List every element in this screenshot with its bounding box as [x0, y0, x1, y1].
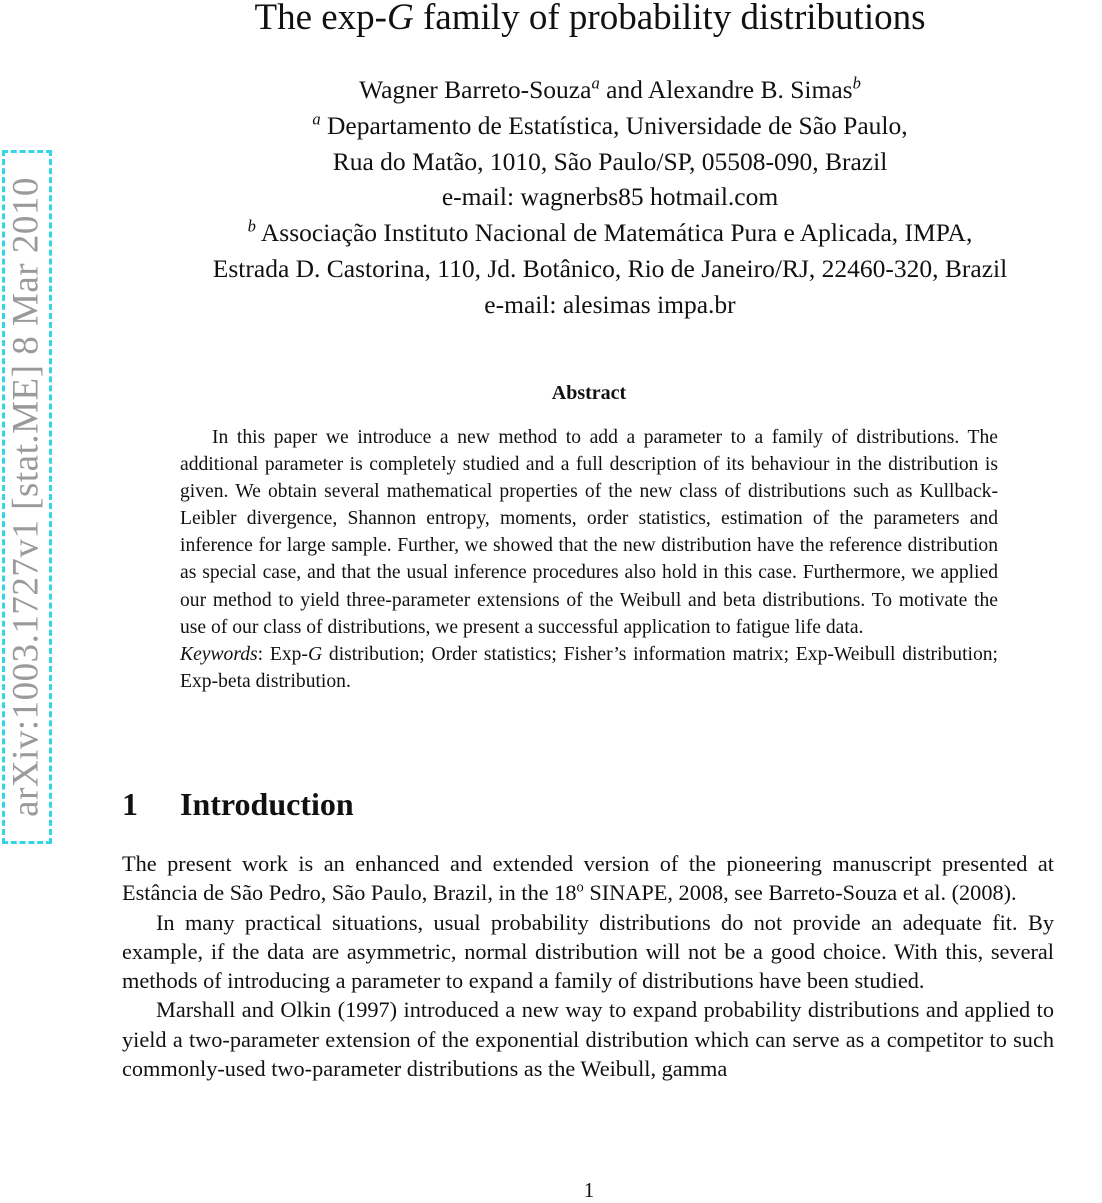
paragraph-2: In many practical situations, usual probability distributions do not provide an adequate fit. By example, if the data are asymmetric, normal distribution will not be a good choice. With this, several methods of introducing a parameter to expand a family of distributions have been studied. [122, 909, 1054, 994]
paper-title: The exp-G family of probability distributions [254, 0, 926, 38]
paragraph-3: Marshall and Olkin (1997) introduced a new way to expand probability distributions and applied to yield a two-parameter extension of the exponential distribution which can serve as a competitor to such commonly-used two-parameter distributions as the Weibull, gamma [122, 997, 1054, 1082]
section-heading-introduction: 1 Introduction [122, 786, 354, 822]
affiliation-b-line2: Estrada D. Castorina, 110, Jd. Botânico, Rio de Janeiro/RJ, 22460-320, Brazil [212, 253, 1008, 283]
keywords: Keywords: Exp-G distribution; Order statistics; Fisher’s information matrix; Exp-Weibull distribution; Exp-beta distribution. [180, 643, 998, 692]
author-names: Wagner Barreto-Souza$^a$ and Alexandre B. Simas$^b$ [359, 73, 861, 104]
page-number: 1 [583, 1178, 595, 1202]
author-block [120, 72, 1100, 323]
email-b: e-mail: alesimas impa.br [484, 289, 736, 319]
affiliation-b-line1: $^b$ Associação Instituto Nacional de Matemática Pura e Aplicada, IMPA, [247, 216, 973, 248]
arxiv-stamp: arXiv:1003.1727v1 [stat.ME] 8 Mar 2010 [5, 177, 47, 817]
abstract-heading: Abstract [551, 382, 627, 404]
abstract-body [180, 424, 998, 695]
email-a: e-mail: wagnerbs85 hotmail.com [441, 182, 779, 212]
affiliation-a-line2: Rua do Matão, 1010, São Paulo/SP, 05508-090, Brazil [332, 146, 888, 176]
affiliation-a-line1: $^a$ Departamento de Estatística, Universidade de São Paulo, [312, 109, 908, 140]
introduction-body [122, 849, 1054, 1083]
abstract-text: In this paper we introduce a new method to add a parameter to a family of distributions. The additional parameter is completely studied and a full description of its behaviour in the distribution is given. We obtain several mathematical properties of the new class of distributions such as Kullback-Leibler divergence, Shannon entropy, moments, order statistics, estimation of the parameters and inference for large sample. Further, we showed that the new distribution have the reference distribution as special case, and that the usual inference procedures also hold in this case. Furthermore, we applied our method to yield three-parameter extensions of the Weibull and beta distributions. To motivate the use of our class of distributions, we present a successful application to fatigue life data. [180, 427, 998, 638]
paragraph-1: The present work is an enhanced and extended version of the pioneering manuscript presented at Estância de São Pedro, São Paulo, Brazil, in the 18$^o$ SINAPE, 2008, see Barreto-Souza et al. (2008). [122, 851, 1054, 906]
